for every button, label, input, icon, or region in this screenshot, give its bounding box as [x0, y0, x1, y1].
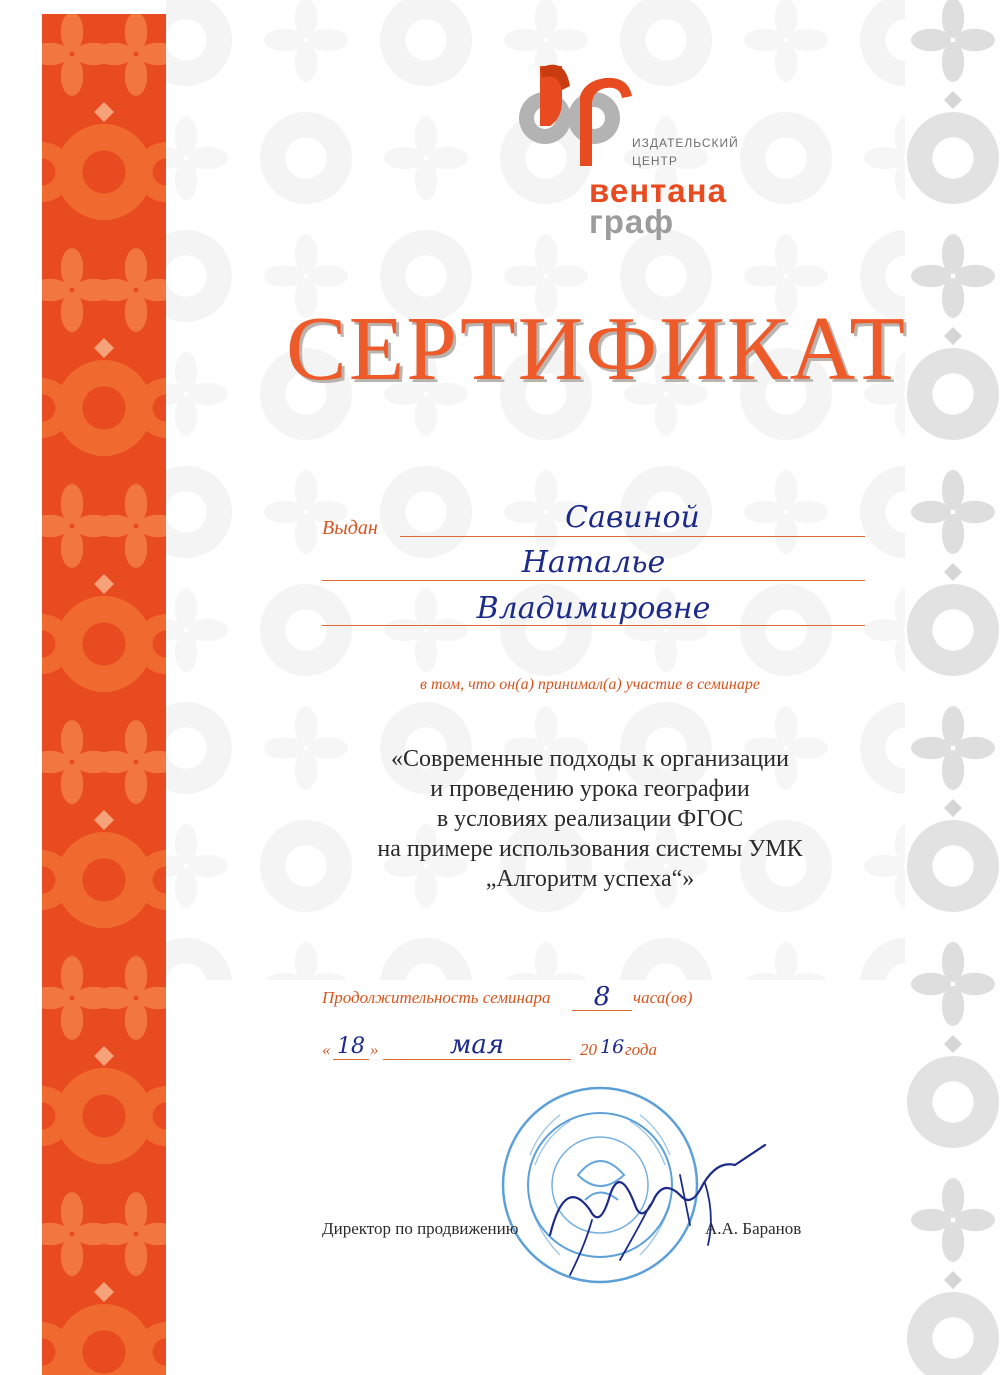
- ornament-petal-motif: [384, 116, 468, 200]
- right-ornament-band: [905, 0, 1000, 1375]
- ornament-petal-motif: [911, 470, 995, 554]
- ornament-petal-motif: [264, 470, 348, 554]
- date-year-prefix: 20: [580, 1040, 597, 1059]
- ornament-ring-motif: [260, 112, 352, 204]
- ornament-petal-motif: [744, 0, 828, 82]
- logo-word-ventana: вентана: [589, 172, 727, 209]
- right-ornament-pattern: [905, 0, 1000, 1375]
- ornament-diamond-motif: [94, 338, 114, 358]
- date-day: 18: [337, 1034, 365, 1059]
- surname-line: [400, 536, 865, 537]
- duration-unit: часа(ов): [633, 988, 693, 1007]
- logo-subtitle-line1: ИЗДАТЕЛЬСКИЙ: [632, 136, 739, 150]
- ornament-petal-motif: [864, 588, 905, 672]
- ornament-ring-motif: [56, 1304, 152, 1375]
- ornament-ring-motif: [166, 702, 232, 794]
- ornament-diamond-motif: [94, 810, 114, 830]
- left-ornament-pattern: [42, 14, 166, 1375]
- day-line: [333, 1059, 369, 1060]
- signature-icon: [530, 1135, 775, 1285]
- signatory-role: Директор по продвижению: [322, 1219, 519, 1238]
- recipient-patronymic: Владимировне: [476, 591, 711, 626]
- certificate-title: СЕРТИФИКАТ: [286, 298, 907, 399]
- ornament-petal-motif: [864, 116, 905, 200]
- ornament-petal-motif: [911, 0, 995, 82]
- ornament-petal-motif: [94, 720, 166, 804]
- seminar-title: [300, 744, 880, 894]
- ornament-petal-motif: [264, 942, 348, 980]
- ornament-ring-motif: [380, 938, 472, 980]
- ornament-ring-motif: [907, 584, 999, 676]
- seminar-title-line: «Современные подходы к организации: [391, 746, 789, 772]
- ornament-diamond-motif: [944, 563, 962, 581]
- seminar-title-line: и проведению урока географии: [430, 776, 750, 802]
- seminar-title-line: на примере использования системы УМК: [377, 836, 803, 862]
- recipient-surname: Савиной: [565, 500, 700, 535]
- ornament-diamond-motif: [944, 327, 962, 345]
- ornament-ring-motif: [860, 466, 905, 558]
- ornament-ring-motif: [907, 1056, 999, 1148]
- ornament-ring-motif: [740, 112, 832, 204]
- ornament-petal-motif: [504, 942, 588, 980]
- duration-label: Продолжительность семинара: [322, 988, 551, 1007]
- ornament-petal-motif: [94, 1192, 166, 1276]
- ornament-diamond-motif: [94, 102, 114, 122]
- ornament-diamond-motif: [94, 1046, 114, 1066]
- ornament-ring-motif: [907, 820, 999, 912]
- ornament-petal-motif: [911, 706, 995, 790]
- name-line: [322, 580, 865, 581]
- signatory-name: А.А. Баранов: [705, 1219, 802, 1238]
- issued-label: Выдан: [322, 517, 378, 539]
- ornament-ring-motif: [860, 0, 905, 86]
- ornament-petal-motif: [94, 956, 166, 1040]
- ornament-diamond-motif: [94, 1282, 114, 1302]
- ornament-petal-motif: [166, 588, 228, 672]
- ornament-petal-motif: [94, 248, 166, 332]
- logo-subtitle: [632, 134, 739, 170]
- ornament-ring-motif: [166, 466, 232, 558]
- date-year-suffix: 16: [600, 1036, 625, 1058]
- recipient-name: Наталье: [521, 545, 666, 580]
- seminar-title-line: в условиях реализации ФГОС: [436, 806, 744, 832]
- ornament-petal-motif: [94, 484, 166, 568]
- ornament-petal-motif: [911, 942, 995, 1026]
- ornament-petal-motif: [166, 824, 228, 908]
- ornament-ring-motif: [620, 938, 712, 980]
- ornament-petal-motif: [264, 0, 348, 82]
- ornament-diamond-motif: [944, 91, 962, 109]
- date-year-label: года: [625, 1040, 658, 1059]
- ornament-petal-motif: [166, 116, 228, 200]
- ornament-diamond-motif: [94, 574, 114, 594]
- seminar-title-line: „Алгоритм успеха“»: [485, 866, 695, 892]
- ornament-petal-motif: [94, 14, 166, 96]
- logo-word-graf: граф: [589, 203, 675, 240]
- ornament-ring-motif: [907, 348, 999, 440]
- ornament-petal-motif: [166, 352, 228, 436]
- ornament-ring-motif: [166, 0, 232, 86]
- ornament-ring-motif: [166, 938, 232, 980]
- left-ornament-band: [42, 14, 166, 1375]
- ornament-petal-motif: [911, 1178, 995, 1262]
- ornament-petal-motif: [911, 234, 995, 318]
- date-open-quote: «: [322, 1040, 331, 1059]
- ornament-diamond-motif: [944, 1035, 962, 1053]
- ornament-petal-motif: [744, 942, 828, 980]
- ornament-ring-motif: [907, 112, 999, 204]
- ornament-ring-motif: [860, 938, 905, 980]
- ornament-diamond-motif: [944, 1271, 962, 1289]
- ornament-diamond-motif: [944, 799, 962, 817]
- duration-value: 8: [593, 982, 611, 1012]
- date-month: мая: [449, 1030, 505, 1060]
- ornament-ring-motif: [907, 1292, 999, 1375]
- ornament-ring-motif: [166, 230, 232, 322]
- logo-subtitle-line2: ЦЕНТР: [632, 154, 678, 168]
- date-close-quote: »: [370, 1040, 379, 1059]
- participation-text: в том, что он(а) принимал(а) участие в семинаре: [420, 676, 760, 693]
- ornament-ring-motif: [380, 0, 472, 86]
